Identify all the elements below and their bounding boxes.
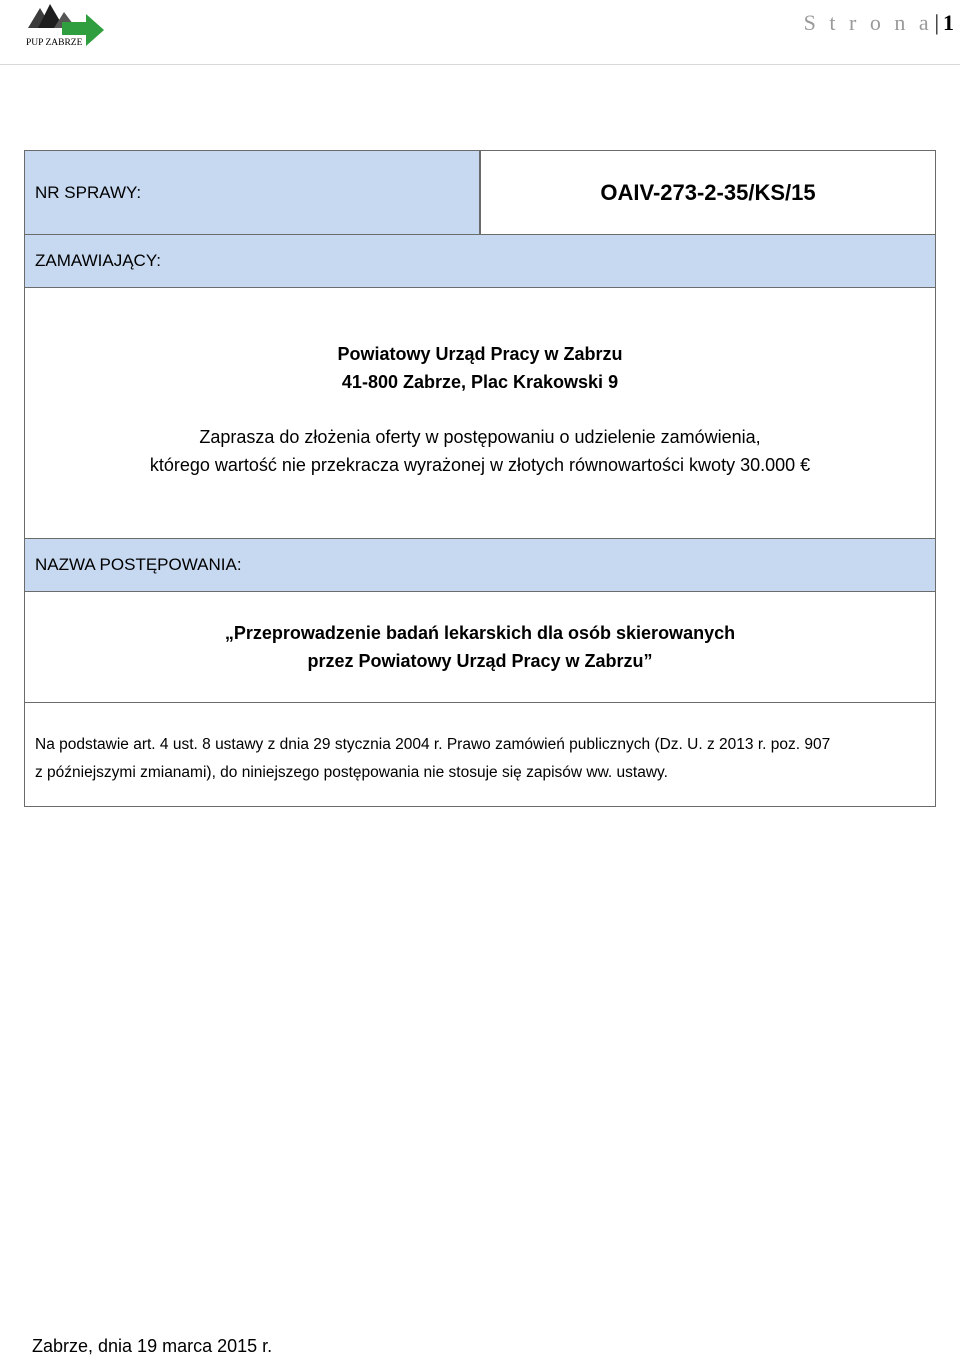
- legal-basis-line-1: Na podstawie art. 4 ust. 8 ustawy z dnia 29 stycznia 2004 r. Prawo zamówień publicznych (Dz. U. z 2013 r. poz. 907: [35, 736, 831, 753]
- case-number-value: OAIV-273-2-35/KS/15: [481, 151, 935, 234]
- pup-zabrze-logo: [24, 2, 108, 48]
- procedure-title: [25, 591, 935, 702]
- legal-basis-line-2: z późniejszymi zmianami), do niniejszego postępowania nie stosuje się zapisów ww. ustawy.: [35, 764, 668, 781]
- case-number-row: [25, 151, 935, 234]
- case-number-label: NR SPRAWY:: [25, 151, 481, 234]
- orderer-details: [25, 287, 935, 538]
- orderer-name: Powiatowy Urząd Pracy w Zabrzu: [337, 344, 623, 364]
- page-separator: |: [934, 10, 939, 35]
- document-date: Zabrze, dnia 19 marca 2015 r.: [32, 1336, 273, 1356]
- logo-text: PUP ZABRZE: [26, 38, 83, 48]
- procedure-title-line-1: „Przeprowadzenie badań lekarskich dla osób skierowanych: [224, 623, 736, 643]
- invitation-line-1: Zaprasza do złożenia oferty w postępowaniu o udzielenie zamówienia,: [199, 427, 761, 447]
- page-number: 1: [943, 10, 954, 35]
- procedure-label: NAZWA POSTĘPOWANIA:: [25, 538, 935, 591]
- logo-graphic: [24, 2, 108, 48]
- legal-basis: [25, 702, 935, 806]
- invitation-line-2: którego wartość nie przekracza wyrażonej w złotych równowartości kwoty 30.000 €: [149, 455, 811, 475]
- procedure-title-line-2: przez Powiatowy Urząd Pracy w Zabrzu”: [307, 651, 653, 671]
- page-label: S t r o n a: [803, 10, 933, 35]
- page-counter: [804, 10, 954, 36]
- orderer-label: ZAMAWIAJĄCY:: [25, 234, 935, 287]
- orderer-address: 41-800 Zabrze, Plac Krakowski 9: [341, 372, 619, 392]
- page-header: [0, 0, 960, 65]
- case-form-table: [24, 150, 936, 807]
